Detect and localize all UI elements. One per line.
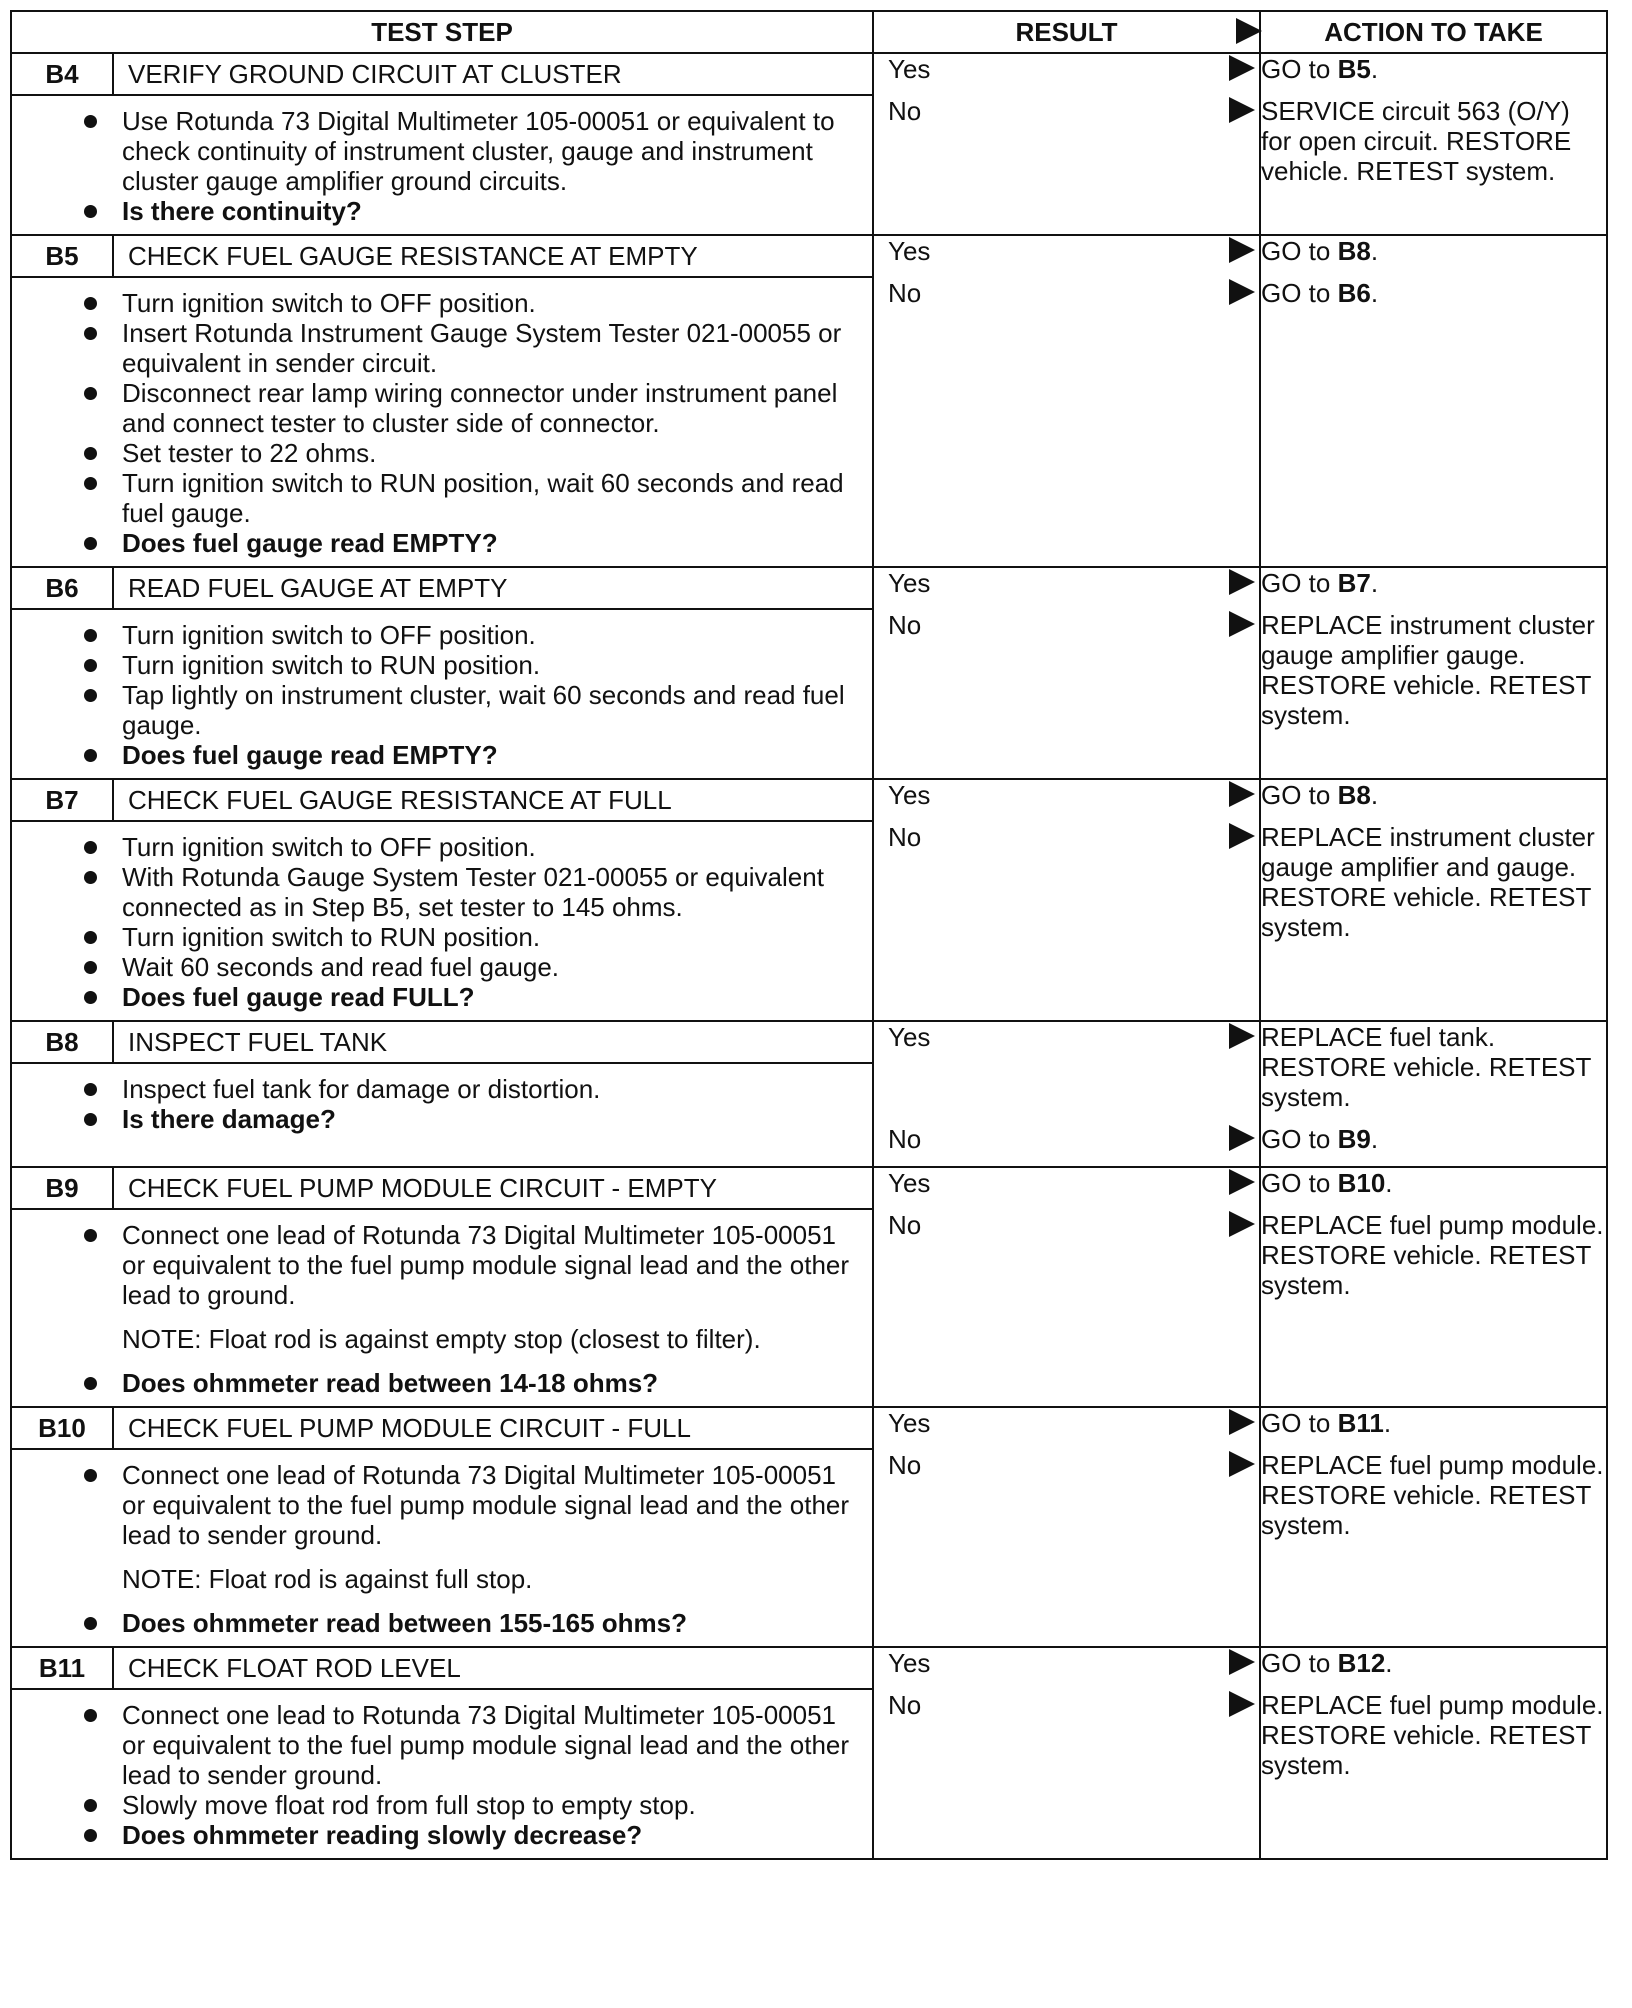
no-action-step: B9: [1337, 1124, 1371, 1154]
action-header: ACTION TO TAKE: [1260, 11, 1607, 53]
result-yes: [874, 54, 1259, 96]
step-instruction: Tap lightly on instrument cluster, wait 60 seconds and read fuel gauge.: [122, 680, 852, 740]
step-row: [11, 235, 1607, 567]
result-cell: [873, 1021, 1260, 1167]
step-instructions: [12, 96, 872, 234]
step-id: B11: [12, 1648, 114, 1688]
yes-action: [1261, 54, 1606, 96]
step-note: NOTE: Float rod is against empty stop (closest to filter).: [122, 1324, 761, 1354]
result-yes-label: Yes: [888, 780, 931, 810]
arrow-right-icon: [1229, 1409, 1255, 1435]
step-id: B7: [12, 780, 114, 820]
step-instruction: Turn ignition switch to OFF position.: [122, 620, 852, 650]
action-cell: [1260, 1167, 1607, 1407]
step-question: Does ohmmeter read between 155-165 ohms?: [122, 1608, 852, 1638]
yes-action-text: GO to: [1261, 1168, 1338, 1198]
result-no-label: No: [888, 1210, 922, 1240]
no-action: REPLACE instrument cluster gauge amplifier gauge. RESTORE vehicle. RETEST system.: [1261, 610, 1595, 730]
step-heading: [12, 780, 872, 822]
step-instruction: Turn ignition switch to RUN position.: [122, 650, 852, 680]
step-id: B9: [12, 1168, 114, 1208]
step-question: Is there continuity?: [122, 196, 852, 226]
yes-action-step: B7: [1337, 568, 1371, 598]
step-row: [11, 567, 1607, 779]
yes-action-end: .: [1383, 1408, 1392, 1438]
step-instructions: [12, 278, 872, 566]
step-heading: [12, 54, 872, 96]
yes-action-step: B10: [1337, 1168, 1386, 1198]
step-instruction: Turn ignition switch to OFF position.: [122, 832, 852, 862]
step-question: Is there damage?: [122, 1104, 852, 1134]
step-instruction: Turn ignition switch to RUN position.: [122, 922, 852, 952]
result-no-label: No: [888, 610, 922, 640]
result-no: [874, 1450, 1259, 1492]
arrow-right-icon: [1229, 55, 1255, 81]
yes-action-text: GO to: [1261, 568, 1338, 598]
result-no-label: No: [888, 1690, 922, 1720]
result-cell: [873, 1647, 1260, 1859]
result-no-label: No: [888, 1124, 922, 1154]
step-id: B8: [12, 1022, 114, 1062]
step-title: CHECK FLOAT ROD LEVEL: [128, 1653, 461, 1683]
arrow-right-icon: [1229, 1691, 1255, 1717]
step-heading: [12, 1408, 872, 1450]
test-step-header: TEST STEP: [11, 11, 873, 53]
arrow-right-icon: [1229, 569, 1255, 595]
yes-action-end: .: [1385, 1648, 1393, 1678]
yes-action: [1261, 568, 1606, 610]
action-cell: [1260, 235, 1607, 567]
no-action: REPLACE instrument cluster gauge amplifier and gauge. RESTORE vehicle. RETEST system.: [1261, 822, 1595, 942]
action-cell: [1260, 1647, 1607, 1859]
step-heading: [12, 1022, 872, 1064]
test-step-cell: [11, 53, 873, 235]
test-step-cell: [11, 779, 873, 1021]
result-cell: [873, 567, 1260, 779]
no-action: REPLACE fuel pump module. RESTORE vehicle. RETEST system.: [1261, 1450, 1604, 1540]
step-instructions: [12, 1064, 872, 1142]
yes-action-text: GO to: [1261, 780, 1338, 810]
step-title: INSPECT FUEL TANK: [128, 1027, 388, 1057]
no-action-text: GO to: [1261, 278, 1338, 308]
result-cell: [873, 1407, 1260, 1647]
yes-action-text: GO to: [1261, 54, 1338, 84]
step-instructions: [12, 822, 872, 1020]
test-step-cell: [11, 567, 873, 779]
yes-action-end: .: [1370, 780, 1379, 810]
action-cell: [1260, 53, 1607, 235]
action-cell: [1260, 1407, 1607, 1647]
step-heading: [12, 1168, 872, 1210]
yes-action: [1261, 1648, 1606, 1690]
result-yes-label: Yes: [888, 568, 931, 598]
yes-action-end: .: [1370, 568, 1379, 598]
no-action: REPLACE fuel pump module. RESTORE vehicle. RETEST system.: [1261, 1690, 1604, 1780]
arrow-right-icon: [1229, 97, 1255, 123]
result-yes-label: Yes: [888, 1022, 931, 1052]
arrow-right-icon: [1229, 1125, 1255, 1151]
step-question: Does fuel gauge read EMPTY?: [122, 528, 852, 558]
result-no: [874, 610, 1259, 652]
step-instruction: Turn ignition switch to OFF position.: [122, 288, 852, 318]
result-no-label: No: [888, 96, 922, 126]
result-yes: [874, 1168, 1259, 1210]
step-title: CHECK FUEL GAUGE RESISTANCE AT FULL: [128, 785, 672, 815]
step-instruction: Connect one lead to Rotunda 73 Digital Multimeter 105-00051 or equivalent to the fuel pump module signal lead and the other lead to sender ground.: [122, 1700, 852, 1790]
result-yes: [874, 568, 1259, 610]
no-action: SERVICE circuit 563 (O/Y) for open circuit. RESTORE vehicle. RETEST system.: [1261, 96, 1572, 186]
step-instruction: Set tester to 22 ohms.: [122, 438, 852, 468]
arrow-right-icon: [1229, 237, 1255, 263]
arrow-right-icon: [1229, 611, 1255, 637]
result-no: [874, 1124, 1259, 1166]
result-no: [874, 1690, 1259, 1732]
diagnostic-document: [10, 10, 1604, 1860]
step-heading: [12, 236, 872, 278]
yes-action-text: GO to: [1261, 1408, 1338, 1438]
step-instruction: Slowly move float rod from full stop to empty stop.: [122, 1790, 852, 1820]
step-instruction: Turn ignition switch to RUN position, wait 60 seconds and read fuel gauge.: [122, 468, 852, 528]
step-title: READ FUEL GAUGE AT EMPTY: [128, 573, 508, 603]
step-heading: [12, 1648, 872, 1690]
test-step-cell: [11, 235, 873, 567]
step-instruction: Insert Rotunda Instrument Gauge System Tester 021-00055 or equivalent in sender circuit.: [122, 318, 852, 378]
result-yes: [874, 1408, 1259, 1450]
result-yes-label: Yes: [888, 1648, 931, 1678]
arrow-right-icon: [1229, 1649, 1255, 1675]
diagnostic-table: [10, 10, 1608, 1860]
arrow-right-icon: [1229, 1169, 1255, 1195]
result-cell: [873, 779, 1260, 1021]
step-title: CHECK FUEL GAUGE RESISTANCE AT EMPTY: [128, 241, 698, 271]
no-action-end: .: [1370, 1124, 1379, 1154]
result-no: [874, 822, 1259, 864]
step-row: [11, 53, 1607, 235]
step-title: CHECK FUEL PUMP MODULE CIRCUIT - FULL: [128, 1413, 691, 1443]
step-instructions: [12, 1690, 872, 1858]
yes-action-end: .: [1370, 236, 1379, 266]
step-id: B5: [12, 236, 114, 276]
result-no-label: No: [888, 1450, 922, 1480]
step-question: Does ohmmeter reading slowly decrease?: [122, 1820, 852, 1850]
test-step-cell: [11, 1647, 873, 1859]
step-question: Does fuel gauge read FULL?: [122, 982, 852, 1012]
action-cell: [1260, 567, 1607, 779]
result-no-label: No: [888, 822, 922, 852]
step-instruction: Inspect fuel tank for damage or distortion.: [122, 1074, 852, 1104]
step-instructions: [12, 610, 872, 778]
no-action: [1261, 278, 1606, 320]
no-action-step: B6: [1337, 278, 1371, 308]
arrow-right-icon: [1229, 1023, 1255, 1049]
step-instructions: [12, 1210, 872, 1406]
result-no: [874, 278, 1259, 320]
table-header-row: [11, 11, 1607, 53]
step-title: CHECK FUEL PUMP MODULE CIRCUIT - EMPTY: [128, 1173, 717, 1203]
yes-action-text: GO to: [1261, 1648, 1338, 1678]
yes-action-step: B8: [1337, 236, 1371, 266]
result-no-label: No: [888, 278, 922, 308]
action-cell: [1260, 779, 1607, 1021]
result-cell: [873, 235, 1260, 567]
yes-action-end: .: [1385, 1168, 1393, 1198]
step-question: Does fuel gauge read EMPTY?: [122, 740, 852, 770]
yes-action-text: GO to: [1261, 236, 1338, 266]
yes-action-end: .: [1370, 54, 1379, 84]
arrow-right-icon: [1229, 781, 1255, 807]
yes-action: [1261, 1168, 1606, 1210]
result-yes: [874, 780, 1259, 822]
step-row: [11, 1407, 1607, 1647]
step-instruction: Connect one lead of Rotunda 73 Digital Multimeter 105-00051 or equivalent to the fuel pump module signal lead and the other lead to ground.: [122, 1220, 852, 1310]
step-heading: [12, 568, 872, 610]
step-instructions: [12, 1450, 872, 1646]
arrow-right-icon: [1229, 1211, 1255, 1237]
no-action: [1261, 1124, 1606, 1166]
step-row: [11, 1021, 1607, 1167]
yes-action-step: B8: [1337, 780, 1371, 810]
yes-action-step: B5: [1337, 54, 1371, 84]
arrow-right-icon: [1229, 279, 1255, 305]
step-question: Does ohmmeter read between 14-18 ohms?: [122, 1368, 852, 1398]
result-header: [873, 11, 1260, 53]
test-step-cell: [11, 1167, 873, 1407]
result-yes-label: Yes: [888, 1168, 931, 1198]
step-instruction: Use Rotunda 73 Digital Multimeter 105-00051 or equivalent to check continuity of instrument cluster, gauge and instrument cluster gauge amplifier ground circuits.: [122, 106, 852, 196]
step-row: [11, 1647, 1607, 1859]
step-instruction: With Rotunda Gauge System Tester 021-00055 or equivalent connected as in Step B5, set tester to 145 ohms.: [122, 862, 852, 922]
step-row: [11, 1167, 1607, 1407]
test-step-cell: [11, 1407, 873, 1647]
step-instruction: Wait 60 seconds and read fuel gauge.: [122, 952, 852, 982]
action-cell: [1260, 1021, 1607, 1167]
no-action-end: .: [1370, 278, 1379, 308]
yes-action-step: B12: [1337, 1648, 1386, 1678]
yes-action: REPLACE fuel tank. RESTORE vehicle. RETEST system.: [1261, 1022, 1591, 1112]
result-cell: [873, 1167, 1260, 1407]
step-note: NOTE: Float rod is against full stop.: [122, 1564, 533, 1594]
result-yes-label: Yes: [888, 1408, 931, 1438]
no-action: REPLACE fuel pump module. RESTORE vehicle. RETEST system.: [1261, 1210, 1604, 1300]
arrow-right-icon: [1229, 1451, 1255, 1477]
no-action-text: GO to: [1261, 1124, 1338, 1154]
step-instruction: Disconnect rear lamp wiring connector under instrument panel and connect tester to cluster side of connector.: [122, 378, 852, 438]
result-yes: [874, 1648, 1259, 1690]
arrow-right-icon: [1229, 823, 1255, 849]
yes-action: [1261, 1408, 1606, 1450]
step-title: VERIFY GROUND CIRCUIT AT CLUSTER: [128, 59, 622, 89]
yes-action-step: B11: [1337, 1408, 1384, 1438]
result-no: [874, 96, 1259, 138]
result-yes: [874, 1022, 1259, 1064]
step-id: B4: [12, 54, 114, 94]
step-instruction: Connect one lead of Rotunda 73 Digital Multimeter 105-00051 or equivalent to the fuel pump module signal lead and the other lead to sender ground.: [122, 1460, 852, 1550]
step-id: B10: [12, 1408, 114, 1448]
test-step-cell: [11, 1021, 873, 1167]
result-yes-label: Yes: [888, 236, 931, 266]
step-row: [11, 779, 1607, 1021]
yes-action: [1261, 780, 1606, 822]
result-yes-label: Yes: [888, 54, 931, 84]
step-id: B6: [12, 568, 114, 608]
arrow-right-icon: [1236, 18, 1262, 44]
yes-action: [1261, 236, 1606, 278]
result-no: [874, 1210, 1259, 1252]
result-yes: [874, 236, 1259, 278]
result-cell: [873, 53, 1260, 235]
result-header-label: RESULT: [1015, 17, 1118, 47]
